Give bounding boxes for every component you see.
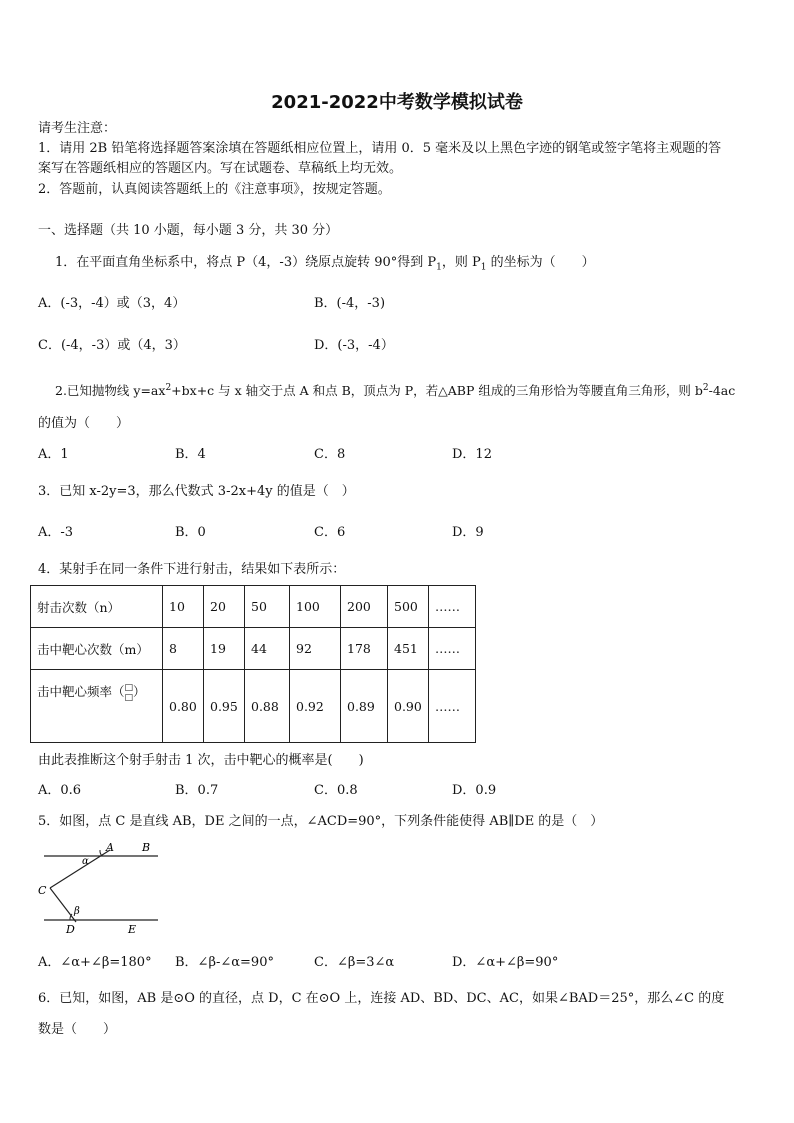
table-cell: 10 [163, 586, 204, 628]
question-4-followup: 由此表推断这个射手射击 1 次，击中靶心的概率是( ) [38, 753, 364, 768]
label-c: C [38, 884, 47, 897]
fraction [125, 683, 134, 703]
table-cell: 射击次数（n） [31, 586, 163, 628]
label-e: E [128, 923, 137, 936]
q4-option-c[interactable]: C．0.8 [314, 783, 358, 798]
q5-option-c[interactable]: C．∠β=3∠α [314, 955, 395, 970]
q2-option-d[interactable]: D．12 [452, 447, 492, 462]
q1-option-d[interactable]: D．(-3，-4） [314, 338, 394, 353]
q3-option-c[interactable]: C．6 [314, 525, 346, 540]
table-cell: 0.88 [245, 670, 290, 743]
q2-stem-part: -4ac [708, 383, 736, 399]
table-cell: 50 [245, 586, 290, 628]
shooting-results-table [30, 585, 476, 743]
question-6-stem: 6．已知，如图，AB 是⊙O 的直径，点 D，C 在⊙O 上，连接 AD、BD、DC、AC，如果∠BAD＝25°，那么∠C 的度 [38, 991, 725, 1006]
table-row [31, 586, 476, 628]
frequency-label: 击中靶心频率（ [37, 684, 125, 699]
q2-option-a[interactable]: A．1 [38, 447, 69, 462]
q1-stem-part: ，则 P [441, 255, 481, 270]
table-cell: 0.80 [163, 670, 204, 743]
table-cell: 0.89 [341, 670, 388, 743]
table-cell: …… [429, 628, 476, 670]
label-a: A [106, 841, 114, 854]
table-row [31, 628, 476, 670]
table-cell [31, 670, 163, 743]
notice-heading: 请考生注意： [38, 121, 117, 136]
label-beta: β [74, 906, 80, 917]
q2-superscript: 2 [702, 383, 709, 393]
label-alpha: α [82, 856, 89, 867]
q2-superscript: 2 [165, 383, 172, 393]
notice-line-1-cont: 案写在答题纸相应的答题区内。写在试题卷、草稿纸上均无效。 [38, 161, 403, 176]
q4-option-d[interactable]: D．0.9 [452, 783, 497, 798]
q2-stem-part: +bx+c 与 x 轴交于点 A 和点 B，顶点为 P，若△ABP 组成的三角形恰为等腰直角三角形，则 b [171, 383, 703, 399]
table-cell: 451 [388, 628, 429, 670]
question-2-stem-cont: 的值为（ ） [38, 416, 130, 431]
fraction-numerator: □ [124, 683, 134, 693]
q4-option-b[interactable]: B．0.7 [175, 783, 219, 798]
question-3-stem: 3．已知 x-2y=3，那么代数式 3-2x+4y 的值是（ ） [38, 484, 355, 499]
label-d: D [66, 923, 75, 936]
q3-option-a[interactable]: A．-3 [38, 525, 74, 540]
table-cell: 200 [341, 586, 388, 628]
fraction-denominator: □ [124, 693, 134, 703]
table-cell: …… [429, 670, 476, 743]
table-cell: 0.90 [388, 670, 429, 743]
q1-stem-part: 的坐标为（ ） [486, 255, 595, 270]
table-cell: 500 [388, 586, 429, 628]
table-cell: 19 [204, 628, 245, 670]
question-4-stem: 4．某射手在同一条件下进行射击，结果如下表所示： [38, 562, 346, 577]
table-cell: 0.95 [204, 670, 245, 743]
parallel-lines-figure [30, 836, 170, 940]
q2-option-c[interactable]: C．8 [314, 447, 346, 462]
notice-line-1: 1．请用 2B 铅笔将选择题答案涂填在答题纸相应位置上，请用 0．5 毫米及以上黑色字迹的钢笔或签字笔将主观题的答 [38, 141, 722, 156]
table-cell: 0.92 [290, 670, 341, 743]
q1-stem-part: 1．在平面直角坐标系中，将点 P（4，-3）绕原点旋转 90°得到 P [55, 255, 437, 270]
q1-option-c[interactable]: C．(-4，-3）或（4，3） [38, 338, 186, 353]
question-5-stem: 5．如图，点 C 是直线 AB，DE 之间的一点，∠ACD=90°，下列条件能使得 AB∥DE 的是（ ） [38, 814, 604, 829]
table-cell: …… [429, 586, 476, 628]
q5-option-b[interactable]: B．∠β-∠α=90° [175, 955, 274, 970]
table-cell: 44 [245, 628, 290, 670]
question-1-stem [55, 254, 595, 277]
table-cell: 20 [204, 586, 245, 628]
table-cell: 92 [290, 628, 341, 670]
table-row [31, 670, 476, 743]
q1-option-a[interactable]: A．(-3，-4）或（3，4） [38, 296, 186, 311]
q5-option-a[interactable]: A．∠α+∠β=180° [38, 955, 152, 970]
segment-cd [50, 888, 76, 922]
q1-subscript: 1 [480, 262, 487, 273]
alpha-arc [100, 850, 102, 856]
question-2-stem [55, 379, 735, 400]
q2-stem-part: 2.已知抛物线 y=ax [55, 383, 166, 399]
table-cell: 击中靶心次数（m） [31, 628, 163, 670]
q2-option-b[interactable]: B．4 [175, 447, 206, 462]
label-b: B [142, 841, 151, 854]
page-title: 2021-2022中考数学模拟试卷 [271, 92, 523, 113]
frequency-label-close: ） [133, 684, 146, 699]
q3-option-d[interactable]: D．9 [452, 525, 484, 540]
q1-subscript: 1 [436, 262, 442, 273]
q4-option-a[interactable]: A．0.6 [38, 783, 82, 798]
notice-line-2: 2．答题前，认真阅读答题纸上的《注意事项》，按规定答题。 [38, 182, 391, 197]
q3-option-b[interactable]: B．0 [175, 525, 206, 540]
table-cell: 178 [341, 628, 388, 670]
section-heading: 一、选择题（共 10 小题，每小题 3 分，共 30 分） [38, 223, 339, 238]
q1-option-b[interactable]: B．(-4，-3) [314, 296, 386, 311]
table-cell: 100 [290, 586, 341, 628]
q5-option-d[interactable]: D．∠α+∠β=90° [452, 955, 559, 970]
question-6-stem-cont: 数是（ ） [38, 1022, 117, 1037]
table-cell: 8 [163, 628, 204, 670]
